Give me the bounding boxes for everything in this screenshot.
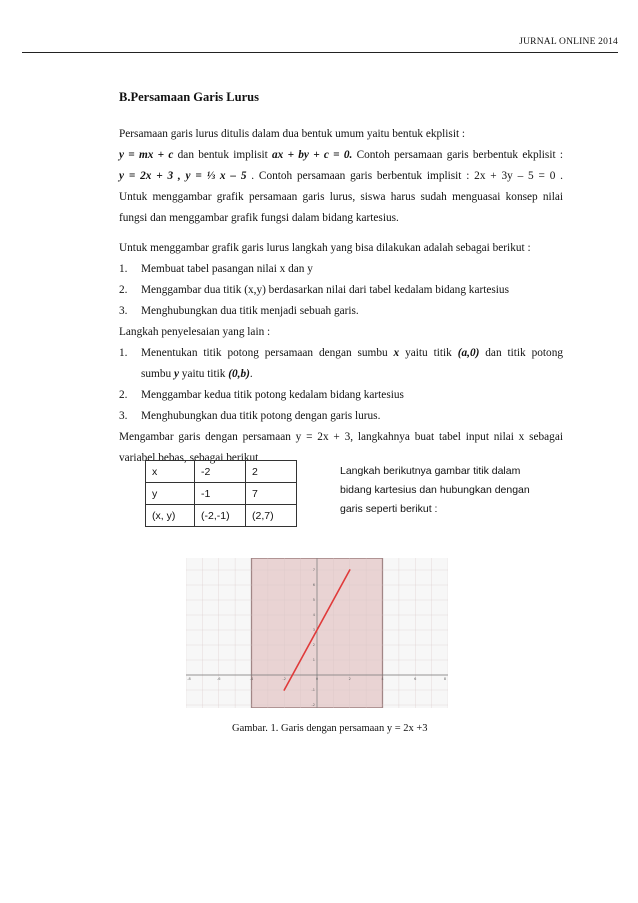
list-number: 1. — [119, 347, 128, 359]
y-tick-label: -1 — [311, 688, 315, 693]
explicit-examples: y = 2x + 3 , y = ⅓ x – 5 — [119, 170, 247, 182]
text-span: . — [249, 368, 253, 380]
table-cell: (x, y) — [146, 505, 195, 527]
list-item — [119, 301, 563, 322]
x-tick-label: 8 — [443, 677, 447, 681]
list-number: 3. — [119, 305, 128, 317]
table-row — [146, 461, 297, 483]
list-number: 2. — [119, 284, 128, 296]
side-note-line: Langkah berikutnya gambar titik dalam — [340, 465, 521, 477]
y-intercept: (0,b) — [228, 368, 250, 380]
text-span: yaitu titik — [399, 347, 458, 359]
journal-header: JURNAL ONLINE 2014 — [519, 37, 618, 47]
list-item — [119, 343, 563, 364]
list-number: 3. — [119, 410, 128, 422]
list-text: Menghubungkan dua titik menjadi sebuah garis. — [141, 305, 359, 317]
intro-line-1: Persamaan garis lurus ditulis dalam dua bentuk umum yaitu bentuk ekplisit : — [119, 128, 466, 140]
intro-text: Contoh persamaan garis berbentuk ekplisit : — [352, 149, 563, 161]
steps-intro: Untuk menggambar grafik garis lurus langkah yang bisa dilakukan adalah sebagai berikut : — [119, 242, 531, 254]
text-span: sumbu — [141, 368, 174, 380]
x-tick-label: -6 — [217, 677, 221, 681]
x-tick-label: -4 — [249, 677, 254, 681]
value-table — [145, 460, 297, 527]
text-span: dan titik potong — [479, 347, 563, 359]
list-text: Menghubungkan dua titik potong dengan garis lurus. — [141, 410, 381, 422]
side-note-line: garis seperti berikut : — [340, 503, 438, 515]
y-tick-label: 5 — [312, 598, 315, 603]
implicit-example: . Contoh persamaan garis berbentuk implisit : 2x + 3y – 5 = 0 . — [246, 170, 563, 182]
y-axis-var: y — [173, 368, 179, 380]
list-item — [119, 385, 563, 406]
intro-line-3 — [119, 166, 563, 187]
text-span: Menentukan titik potong persamaan dengan sumbu — [141, 347, 394, 359]
x-tick-label: 6 — [414, 677, 417, 681]
table-row — [146, 505, 297, 527]
intro-line-2 — [119, 145, 563, 166]
list-text — [141, 343, 563, 364]
y-tick-label: 1 — [312, 658, 315, 663]
list-item — [119, 406, 563, 427]
y-tick-label: 7 — [312, 568, 315, 573]
explicit-form: y = mx + c — [119, 149, 174, 161]
table-cell: (-2,-1) — [195, 505, 246, 527]
implicit-form: ax + by + c = 0. — [272, 149, 353, 161]
steps-block — [119, 238, 563, 469]
table-cell: x — [146, 461, 195, 483]
list-continuation — [119, 364, 563, 385]
table-cell: 2 — [246, 461, 297, 483]
y-tick-label: -2 — [311, 703, 315, 708]
table-cell: -1 — [195, 483, 246, 505]
y-tick-label: 3 — [312, 628, 315, 633]
list-number: 2. — [119, 389, 128, 401]
header-rule — [22, 52, 618, 53]
x-tick-label: -8 — [187, 677, 191, 681]
figure-caption: Gambar. 1. Garis dengan persamaan y = 2x +3 — [232, 723, 428, 734]
side-note-line: bidang kartesius dan hubungkan dengan — [340, 484, 530, 496]
y-tick-label: 2 — [312, 643, 315, 648]
table-cell: y — [146, 483, 195, 505]
intro-line-4: Untuk menggambar grafik persamaan garis lurus, siswa harus sudah menguasai konsep nilai fungsi dan menggambar grafik fungsi dalam bidang kartesius. — [119, 191, 563, 224]
example-paragraph: Mengambar garis dengan persamaan y = 2x + 3, langkahnya buat tabel input nilai x sebagai variabel bebas, sebagai berikut — [119, 431, 563, 464]
table-cell: (2,7) — [246, 505, 297, 527]
table-cell: 7 — [246, 483, 297, 505]
intro-text: dan bentuk implisit — [173, 149, 273, 161]
intro-paragraph — [119, 124, 563, 229]
table-row — [146, 483, 297, 505]
list-text: Membuat tabel pasangan nilai x dan y — [141, 263, 313, 275]
table-cell: -2 — [195, 461, 246, 483]
x-tick-label: 0 — [315, 677, 319, 681]
text-span: yaitu titik — [178, 368, 229, 380]
y-tick-label: 4 — [312, 613, 315, 618]
list-item — [119, 259, 563, 280]
x-intercept: (a,0) — [457, 347, 480, 359]
list-text: Menggambar kedua titik potong kedalam bidang kartesius — [141, 389, 404, 401]
side-note — [340, 462, 570, 519]
x-tick-label: 4 — [381, 677, 384, 681]
line-graph — [186, 558, 448, 708]
list-number: 1. — [119, 263, 128, 275]
section-title: B.Persamaan Garis Lurus — [119, 90, 259, 104]
y-tick-label: 6 — [312, 583, 315, 588]
x-tick-label: -2 — [282, 677, 286, 681]
alt-intro: Langkah penyelesaian yang lain : — [119, 326, 271, 338]
x-tick-label: 2 — [348, 677, 351, 681]
list-item — [119, 280, 563, 301]
x-axis-var: x — [393, 347, 400, 359]
list-text: Menggambar dua titik (x,y) berdasarkan nilai dari tabel kedalam bidang kartesius — [141, 284, 509, 296]
